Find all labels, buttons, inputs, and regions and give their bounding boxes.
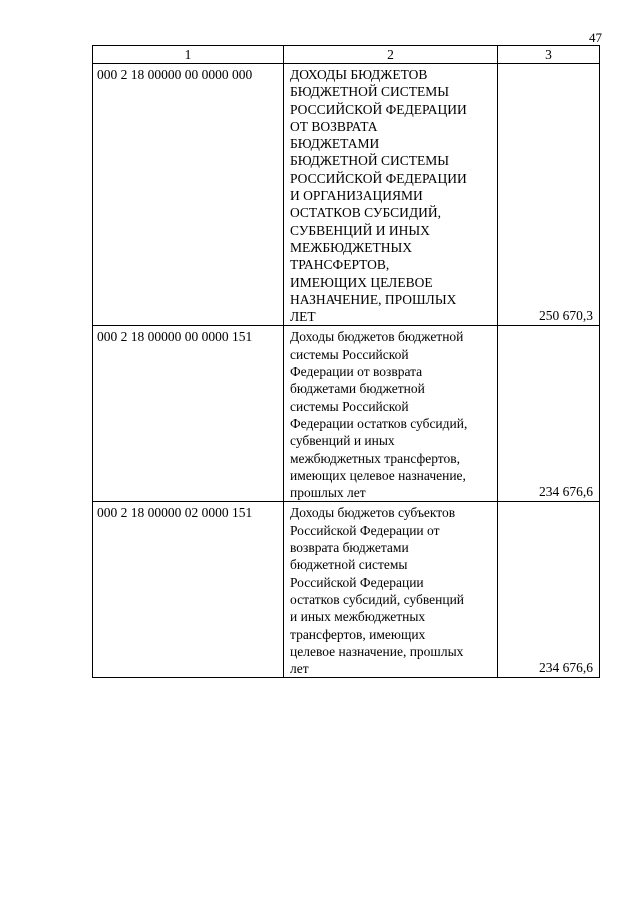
budget-revenue-table	[92, 45, 600, 678]
revenue-name-line: субвенций и иных	[290, 433, 395, 449]
revenue-name-line: трансфертов, имеющих	[290, 626, 426, 642]
revenue-name-line: ДОХОДЫ БЮДЖЕТОВ	[290, 67, 428, 82]
budget-code-cell: 000 2 18 00000 02 0000 151	[93, 502, 284, 678]
revenue-name-cell	[284, 502, 498, 678]
table-row	[93, 326, 600, 502]
amount-cell: 234 676,6	[498, 326, 600, 502]
amount-cell: 250 670,3	[498, 64, 600, 326]
revenue-name-line: имеющих целевое назначение,	[290, 467, 466, 483]
header-row	[93, 46, 600, 64]
revenue-name-line: Доходы бюджетов бюджетной	[290, 329, 464, 345]
revenue-name-line: прошлых лет	[290, 485, 366, 501]
revenue-name-line: Федерации остатков субсидий,	[290, 415, 468, 431]
revenue-name-line: СУБВЕНЦИЙ И ИНЫХ	[290, 222, 430, 238]
revenue-name-line: системы Российской	[290, 398, 409, 414]
revenue-name-line: остатков субсидий, субвенций	[290, 591, 465, 607]
revenue-name-line: Федерации от возврата	[290, 364, 423, 380]
revenue-name-line: лет	[290, 661, 309, 677]
revenue-name-line: и иных межбюджетных	[290, 609, 426, 625]
revenue-name-line: целевое назначение, прошлых	[290, 643, 464, 659]
revenue-name-line: ТРАНСФЕРТОВ,	[290, 257, 390, 273]
table-row	[93, 502, 600, 678]
revenue-name-line: И ОРГАНИЗАЦИЯМИ	[290, 188, 423, 204]
budget-code-cell: 000 2 18 00000 00 0000 151	[93, 326, 284, 502]
revenue-name-line: МЕЖБЮДЖЕТНЫХ	[290, 239, 413, 255]
revenue-name-line: НАЗНАЧЕНИЕ, ПРОШЛЫХ	[290, 291, 457, 307]
revenue-name-line: ОТ ВОЗВРАТА	[290, 118, 378, 134]
page-number: 47	[589, 30, 602, 45]
revenue-name-cell	[284, 64, 498, 326]
revenue-name-line: Доходы бюджетов субъектов	[290, 505, 456, 521]
revenue-name-line: РОССИЙСКОЙ ФЕДЕРАЦИИ	[290, 170, 467, 186]
revenue-name-line: бюджетной системы	[290, 557, 408, 573]
revenue-name-line: ОСТАТКОВ СУБСИДИЙ,	[290, 205, 441, 221]
column-header-name: 2	[284, 46, 498, 64]
amount-cell: 234 676,6	[498, 502, 600, 678]
table-body	[93, 64, 600, 678]
revenue-name-line: БЮДЖЕТНОЙ СИСТЕМЫ	[290, 84, 450, 100]
column-header-amount: 3	[498, 46, 600, 64]
revenue-name-line: БЮДЖЕТНОЙ СИСТЕМЫ	[290, 153, 450, 169]
revenue-name-line: межбюджетных трансфертов,	[290, 450, 461, 466]
revenue-name-line: Российской Федерации от	[290, 522, 440, 538]
table-row	[93, 64, 600, 326]
revenue-name-line: РОССИЙСКОЙ ФЕДЕРАЦИИ	[290, 101, 467, 117]
revenue-name-line: ИМЕЮЩИХ ЦЕЛЕВОЕ	[290, 274, 433, 290]
revenue-name-line: ЛЕТ	[290, 309, 316, 325]
revenue-name-line: бюджетами бюджетной	[290, 381, 425, 397]
revenue-name-line: возврата бюджетами	[290, 540, 409, 556]
revenue-name-line: БЮДЖЕТАМИ	[290, 136, 380, 152]
budget-code-cell: 000 2 18 00000 00 0000 000	[93, 64, 284, 326]
revenue-name-line: системы Российской	[290, 346, 409, 362]
column-header-code: 1	[93, 46, 284, 64]
revenue-name-line: Российской Федерации	[290, 574, 424, 590]
revenue-name-cell	[284, 326, 498, 502]
